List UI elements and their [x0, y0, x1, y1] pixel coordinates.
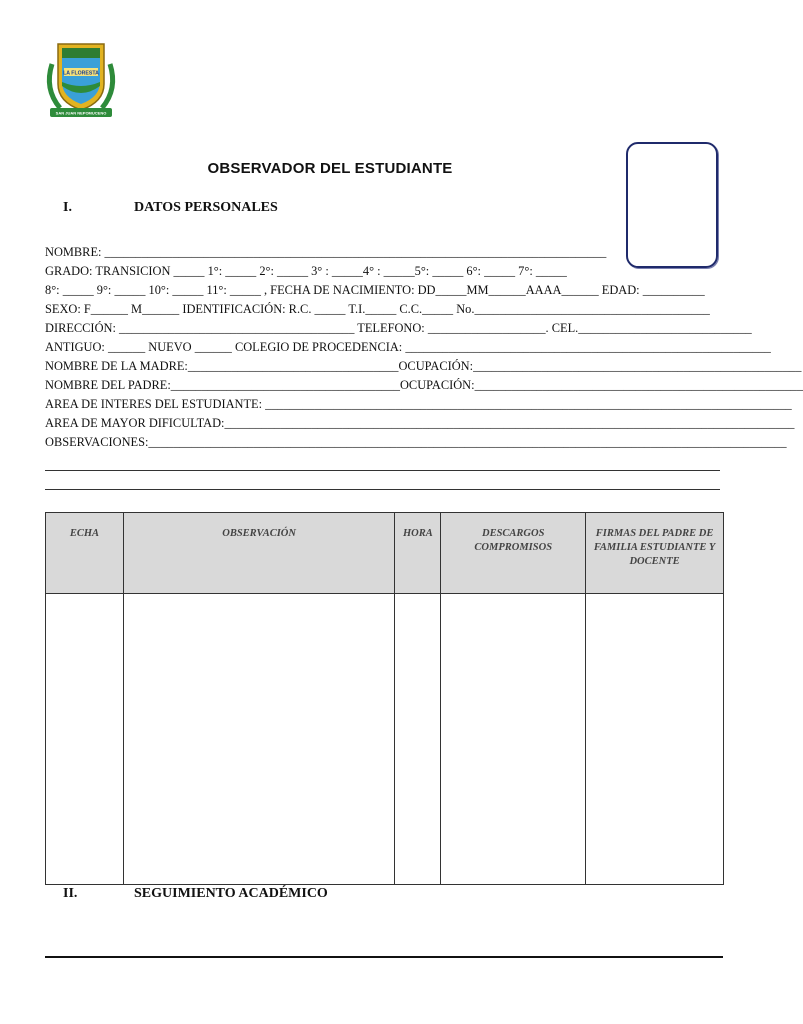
grado-fecha-edad-line[interactable]: 8°: _____ 9°: _____ 10°: _____ 11°: _____ , FECHA DE NACIMIENTO: DD_____MM______AAAA______ EDAD: __________	[45, 283, 705, 297]
direccion-telefono-line[interactable]: DIRECCIÓN: ______________________________________ TELEFONO: ___________________. CEL.____________________________	[45, 321, 752, 335]
header-descargos: DESCARGOS COMPROMISOS	[441, 513, 586, 594]
cell-firmas[interactable]	[586, 594, 724, 885]
personal-data-form	[45, 243, 803, 452]
section-1-title: DATOS PERSONALES	[134, 200, 278, 215]
section-2-number: II.	[63, 886, 78, 901]
padre-line[interactable]: NOMBRE DEL PADRE:_____________________________________OCUPACIÓN:_____________________________________________________	[45, 378, 803, 392]
section-1-number: I.	[63, 200, 72, 215]
logo-name: LA FLORESTA	[63, 70, 99, 77]
area-dificultad-line[interactable]: AREA DE MAYOR DIFICULTAD:____________________________________________________________________________________________	[45, 416, 795, 430]
header-firmas: FIRMAS DEL PADRE DE FAMILIA ESTUDIANTE Y DOCENTE	[586, 513, 724, 594]
nombre-line[interactable]: NOMBRE: _________________________________________________________________________________	[45, 245, 607, 259]
logo-ribbon-text: SAN JUAN NEPOMUCENO	[55, 110, 107, 116]
header-hora: HORA	[395, 513, 441, 594]
cell-descargos[interactable]	[441, 594, 586, 885]
observation-table	[45, 512, 724, 885]
observaciones-rule-1[interactable]	[45, 470, 720, 471]
header-observacion: OBSERVACIÓN	[123, 513, 394, 594]
antiguo-nuevo-colegio-line[interactable]: ANTIGUO: ______ NUEVO ______ COLEGIO DE PROCEDENCIA: ___________________________________________________________	[45, 340, 771, 354]
bottom-divider	[45, 956, 723, 958]
school-logo	[42, 34, 120, 122]
section-2-title: SEGUIMIENTO ACADÉMICO	[134, 886, 328, 901]
table-row	[46, 594, 724, 885]
school-crest-icon	[42, 34, 120, 122]
cell-observacion[interactable]	[123, 594, 394, 885]
observaciones-rule-2[interactable]	[45, 489, 720, 490]
cell-echa[interactable]	[46, 594, 124, 885]
observaciones-line[interactable]: OBSERVACIONES:_______________________________________________________________________________________________________	[45, 435, 787, 449]
sexo-identificacion-line[interactable]: SEXO: F______ M______ IDENTIFICACIÓN: R.C. _____ T.I._____ C.C._____ No.______________________________________	[45, 302, 710, 316]
cell-hora[interactable]	[395, 594, 441, 885]
table-header-row	[46, 513, 724, 594]
document-title: OBSERVADOR DEL ESTUDIANTE	[207, 160, 453, 177]
madre-line[interactable]: NOMBRE DE LA MADRE:__________________________________OCUPACIÓN:_____________________________________________________	[45, 359, 802, 373]
grado-line[interactable]: GRADO: TRANSICION _____ 1°: _____ 2°: _____ 3° : _____4° : _____5°: _____ 6°: _____ 7°: _____	[45, 264, 567, 278]
header-echa: ECHA	[46, 513, 124, 594]
area-interes-line[interactable]: AREA DE INTERES DEL ESTUDIANTE: _____________________________________________________________________________________	[45, 397, 792, 411]
